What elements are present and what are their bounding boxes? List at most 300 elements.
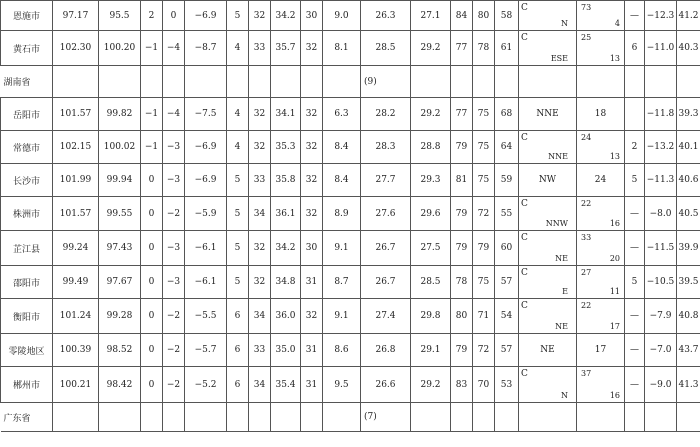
value-cell: −5.9 [185,197,227,231]
value-cell: 8.1 [323,31,361,66]
table-row [1,1,700,31]
value-cell: 55 [495,197,519,231]
value-cell: 40.6 [677,164,700,197]
value-cell: 0 [141,299,163,334]
value-cell: 0 [141,334,163,367]
wind-direction: NE [540,345,555,355]
value-cell: 8.6 [323,334,361,367]
value-cell: −1 [141,98,163,131]
value-cell: 9.1 [323,299,361,334]
value-cell: −6.1 [185,231,227,266]
value-cell: 79 [451,231,473,266]
calm-frequency: 73 [581,3,592,12]
value-cell: 72 [473,197,495,231]
city-name: 长沙市 [1,164,53,197]
empty-cell [577,403,625,432]
city-name: 芷江县 [1,231,53,266]
value-cell: 101.24 [53,299,99,334]
value-cell: 29.3 [411,164,451,197]
value-cell: 34.8 [271,266,301,299]
calm-label: C [521,369,528,379]
value-cell: 34.2 [271,1,301,31]
wind-direction-cell [519,266,577,299]
value-cell: −8.0 [645,197,677,231]
empty-cell [625,403,645,432]
value-cell: 9.5 [323,367,361,403]
value-cell: 5 [625,164,645,197]
value-cell: 33 [249,31,271,66]
value-cell: 30 [301,231,323,266]
value-cell: −13.2 [645,131,677,164]
value-cell: 57 [495,266,519,299]
value-cell: 34.2 [271,231,301,266]
value-cell: — [625,231,645,266]
value-cell: 71 [473,299,495,334]
value-cell: 54 [495,299,519,334]
value-cell: −2 [163,299,185,334]
calm-label: C [521,233,528,243]
value-cell: 72 [473,334,495,367]
value-cell: 97.43 [99,231,141,266]
empty-cell [677,403,700,432]
city-name: 恩施市 [1,1,53,31]
direction-frequency: 17 [594,345,607,355]
value-cell: 100.02 [99,131,141,164]
value-cell: 34 [249,367,271,403]
city-name: 邵阳市 [1,266,53,299]
value-cell: 68 [495,98,519,131]
empty-cell [495,66,519,98]
value-cell: 40.1 [677,131,700,164]
value-cell: −2 [163,334,185,367]
value-cell: — [625,367,645,403]
value-cell: 80 [451,299,473,334]
wind-frequency-cell [577,98,625,131]
value-cell: 53 [495,367,519,403]
value-cell: 60 [495,231,519,266]
value-cell: 28.5 [411,266,451,299]
value-cell: 4 [227,131,249,164]
table-row [1,266,700,299]
value-cell: −4 [163,31,185,66]
value-cell: 102.15 [53,131,99,164]
direction-frequency: 13 [609,54,620,63]
value-cell: 26.8 [361,334,411,367]
value-cell: 29.2 [411,31,451,66]
value-cell: −6.9 [185,164,227,197]
value-cell: 30 [301,1,323,31]
table-row [1,367,700,403]
value-cell: 6.3 [323,98,361,131]
wind-direction: NNE [536,109,559,119]
value-cell: −10.5 [645,266,677,299]
value-cell: 101.99 [53,164,99,197]
value-cell: −5.7 [185,334,227,367]
value-cell: 8.4 [323,164,361,197]
value-cell: 32 [301,299,323,334]
wind-direction: NE [555,322,568,331]
value-cell: 41.2 [677,1,700,31]
empty-cell [249,66,271,98]
value-cell: 59 [495,164,519,197]
wind-direction-cell [519,334,577,367]
value-cell: 99.28 [99,299,141,334]
wind-frequency-cell [577,1,625,31]
wind-direction: ESE [550,54,568,63]
value-cell: 6 [227,299,249,334]
city-name: 常德市 [1,131,53,164]
value-cell: 32 [301,31,323,66]
wind-direction-cell [519,164,577,197]
value-cell: 32 [249,98,271,131]
empty-cell [249,403,271,432]
value-cell: 5 [227,197,249,231]
value-cell: 33 [249,334,271,367]
empty-cell [519,66,577,98]
table-row [1,98,700,131]
direction-frequency: 13 [609,152,620,161]
empty-cell [323,403,361,432]
value-cell: 0 [141,266,163,299]
wind-direction: NW [538,175,557,185]
wind-direction: N [561,391,568,400]
value-cell: 83 [451,367,473,403]
empty-cell [411,403,451,432]
calm-label: C [521,3,528,13]
value-cell: 99.49 [53,266,99,299]
empty-cell [185,403,227,432]
value-cell: 32 [249,1,271,31]
empty-cell [227,66,249,98]
value-cell: 41.3 [677,367,700,403]
direction-frequency: 20 [609,254,620,263]
value-cell: 8.7 [323,266,361,299]
value-cell: 40.5 [677,197,700,231]
value-cell: 32 [249,231,271,266]
value-cell: 28.2 [361,98,411,131]
value-cell: 35.8 [271,164,301,197]
value-cell: 34.1 [271,98,301,131]
value-cell: −11.3 [645,164,677,197]
value-cell: −2 [163,197,185,231]
wind-direction-cell [519,299,577,334]
value-cell: 99.94 [99,164,141,197]
empty-cell [411,66,451,98]
value-cell: — [625,299,645,334]
empty-cell [53,66,99,98]
value-cell: 35.3 [271,131,301,164]
wind-frequency-cell [577,31,625,66]
value-cell: 75 [473,164,495,197]
empty-cell [323,66,361,98]
value-cell: 28.3 [361,131,411,164]
value-cell: 79 [451,131,473,164]
value-cell: 26.6 [361,367,411,403]
value-cell: 0 [141,164,163,197]
value-cell: 39.9 [677,231,700,266]
wind-direction: N [561,19,568,28]
value-cell: 0 [141,367,163,403]
wind-direction: NNE [548,152,568,161]
wind-direction-cell [519,31,577,66]
value-cell: 8.4 [323,131,361,164]
calm-label: C [521,33,528,43]
empty-cell [625,66,645,98]
table-row [1,131,700,164]
wind-direction-cell [519,367,577,403]
value-cell: 61 [495,31,519,66]
empty-cell [519,403,577,432]
wind-frequency-cell [577,334,625,367]
value-cell: 98.42 [99,367,141,403]
value-cell: 75 [473,266,495,299]
value-cell: — [625,334,645,367]
value-cell: 5 [227,266,249,299]
empty-cell [99,66,141,98]
calm-label: C [521,133,528,143]
calm-frequency: 37 [581,369,592,378]
value-cell: −6.9 [185,1,227,31]
value-cell: −8.7 [185,31,227,66]
value-cell: 84 [451,1,473,31]
value-cell: −11.5 [645,231,677,266]
value-cell: 6 [227,367,249,403]
value-cell: 75 [473,98,495,131]
value-cell: −3 [163,131,185,164]
wind-frequency-cell [577,164,625,197]
value-cell: 58 [495,1,519,31]
empty-cell [163,66,185,98]
value-cell: 34 [249,299,271,334]
wind-direction: NNW [545,219,568,228]
direction-frequency: 16 [609,391,620,400]
value-cell: 32 [249,266,271,299]
wind-direction-cell [519,98,577,131]
wind-frequency-cell [577,131,625,164]
value-cell: 99.82 [99,98,141,131]
value-cell: 33 [249,164,271,197]
table-row [1,31,700,66]
table-row [1,164,700,197]
calm-frequency: 27 [581,268,592,277]
value-cell: 0 [141,197,163,231]
value-cell: −2 [163,367,185,403]
value-cell: 32 [301,98,323,131]
empty-cell [645,403,677,432]
value-cell: 75 [473,131,495,164]
value-cell: 0 [163,1,185,31]
value-cell: 32 [301,131,323,164]
value-cell: 31 [301,266,323,299]
value-cell: 27.5 [411,231,451,266]
value-cell: −11.8 [645,98,677,131]
value-cell: 28.5 [361,31,411,66]
value-cell: 5 [625,266,645,299]
table-row [1,231,700,266]
value-cell: 95.5 [99,1,141,31]
city-count: (9) [361,66,411,98]
value-cell: 32 [249,131,271,164]
value-cell: — [625,1,645,31]
empty-cell [451,66,473,98]
value-cell: 5 [227,164,249,197]
calm-frequency: 25 [581,33,592,42]
empty-cell [577,66,625,98]
value-cell: 39.3 [677,98,700,131]
value-cell: 79 [451,197,473,231]
calm-frequency: 22 [581,199,592,208]
value-cell: 35.0 [271,334,301,367]
value-cell: 100.21 [53,367,99,403]
value-cell: 39.5 [677,266,700,299]
value-cell: −1 [141,131,163,164]
empty-cell [53,403,99,432]
value-cell: 6 [625,31,645,66]
value-cell: 99.24 [53,231,99,266]
wind-direction: NE [555,254,568,263]
wind-frequency-cell [577,299,625,334]
direction-frequency: 11 [609,287,620,296]
city-name: 郴州市 [1,367,53,403]
value-cell: 98.52 [99,334,141,367]
value-cell: 57 [495,334,519,367]
calm-frequency: 22 [581,301,592,310]
empty-cell [301,66,323,98]
value-cell: — [625,197,645,231]
empty-cell [141,66,163,98]
table-row [1,334,700,367]
value-cell: 40.8 [677,299,700,334]
wind-direction-cell [519,1,577,31]
city-count: (7) [361,403,411,432]
calm-label: C [521,199,528,209]
value-cell: 5 [227,1,249,31]
direction-frequency: 16 [609,219,620,228]
empty-cell [271,403,301,432]
direction-frequency: 24 [594,175,607,185]
direction-frequency: 4 [614,19,620,28]
value-cell: 36.1 [271,197,301,231]
calm-label: C [521,301,528,311]
table-row [1,197,700,231]
empty-cell [301,403,323,432]
direction-frequency: 17 [609,322,620,331]
value-cell: 29.6 [411,197,451,231]
value-cell: 79 [473,231,495,266]
value-cell: 27.7 [361,164,411,197]
value-cell: 97.17 [53,1,99,31]
value-cell: 36.0 [271,299,301,334]
value-cell: 27.4 [361,299,411,334]
value-cell: 4 [227,98,249,131]
value-cell: 32 [301,164,323,197]
value-cell: −5.5 [185,299,227,334]
value-cell: 2 [625,131,645,164]
value-cell: 31 [301,334,323,367]
city-name: 零陵地区 [1,334,53,367]
calm-frequency: 33 [581,233,592,242]
value-cell: 43.7 [677,334,700,367]
value-cell: 5 [227,231,249,266]
value-cell: −12.3 [645,1,677,31]
value-cell: 99.55 [99,197,141,231]
province-row [1,66,700,98]
value-cell [625,98,645,131]
value-cell: 9.0 [323,1,361,31]
empty-cell [645,66,677,98]
value-cell: 78 [473,31,495,66]
value-cell: −3 [163,231,185,266]
empty-cell [451,403,473,432]
value-cell: −1 [141,31,163,66]
value-cell: 100.39 [53,334,99,367]
value-cell: 64 [495,131,519,164]
value-cell: −7.5 [185,98,227,131]
province-row [1,403,700,432]
value-cell: 31 [301,367,323,403]
calm-frequency: 24 [581,133,592,142]
province-name: 广东省 [1,403,53,432]
value-cell: 102.30 [53,31,99,66]
wind-direction-cell [519,131,577,164]
value-cell: 27.1 [411,1,451,31]
value-cell: 28.8 [411,131,451,164]
value-cell: 29.2 [411,367,451,403]
empty-cell [163,403,185,432]
empty-cell [99,403,141,432]
value-cell: −4 [163,98,185,131]
value-cell: 0 [141,231,163,266]
value-cell: 101.57 [53,197,99,231]
direction-frequency: 18 [594,109,607,119]
wind-direction: E [562,287,568,296]
value-cell: 78 [451,266,473,299]
value-cell: 29.2 [411,98,451,131]
value-cell: 40.3 [677,31,700,66]
empty-cell [141,403,163,432]
city-name: 衡阳市 [1,299,53,334]
value-cell: 77 [451,98,473,131]
wind-direction-cell [519,231,577,266]
value-cell: −6.1 [185,266,227,299]
empty-cell [271,66,301,98]
empty-cell [473,403,495,432]
value-cell: 81 [451,164,473,197]
value-cell: −5.2 [185,367,227,403]
value-cell: 8.9 [323,197,361,231]
value-cell: 70 [473,367,495,403]
value-cell: 26.7 [361,266,411,299]
table-row [1,299,700,334]
value-cell: 6 [227,334,249,367]
value-cell: 26.7 [361,231,411,266]
value-cell: −7.0 [645,334,677,367]
value-cell: 2 [141,1,163,31]
value-cell: 34 [249,197,271,231]
province-name: 湖南省 [1,66,53,98]
wind-frequency-cell [577,266,625,299]
value-cell: −6.9 [185,131,227,164]
value-cell: 32 [301,197,323,231]
value-cell: −9.0 [645,367,677,403]
calm-label: C [521,268,528,278]
value-cell: 29.1 [411,334,451,367]
wind-frequency-cell [577,231,625,266]
value-cell: 79 [451,334,473,367]
value-cell: 100.20 [99,31,141,66]
value-cell: 26.3 [361,1,411,31]
value-cell: 9.1 [323,231,361,266]
